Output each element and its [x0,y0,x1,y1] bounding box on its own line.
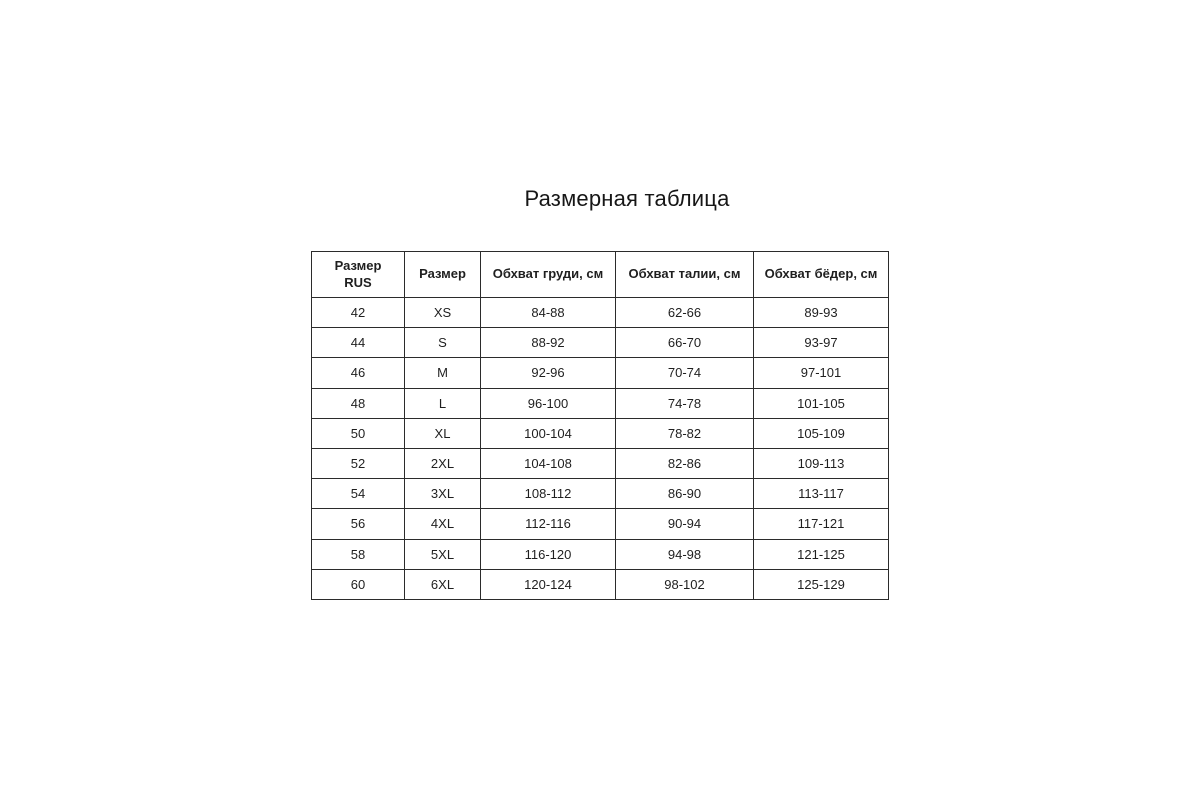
table-cell: 98-102 [616,569,754,599]
table-head [312,252,889,298]
table-row [312,418,889,448]
table-cell: M [405,358,481,388]
table-cell: 112-116 [481,509,616,539]
table-cell: 66-70 [616,328,754,358]
table-cell: 60 [312,569,405,599]
table-cell: 116-120 [481,539,616,569]
table-cell: 4XL [405,509,481,539]
table-cell: 52 [312,448,405,478]
column-header-label: Обхват груди, см [492,266,604,282]
table-cell: 46 [312,358,405,388]
table-cell: 89-93 [754,298,889,328]
table-cell: 120-124 [481,569,616,599]
table-row [312,358,889,388]
column-header-label: Обхват талии, см [628,266,741,282]
table-cell: 101-105 [754,388,889,418]
table-row [312,539,889,569]
table-cell: 96-100 [481,388,616,418]
table-cell: L [405,388,481,418]
size-table-container [311,251,889,600]
table-cell: 125-129 [754,569,889,599]
table-cell: 117-121 [754,509,889,539]
table-row [312,509,889,539]
table-row [312,479,889,509]
table-cell: 56 [312,509,405,539]
table-row [312,569,889,599]
table-cell: 86-90 [616,479,754,509]
table-cell: XS [405,298,481,328]
table-row [312,328,889,358]
header-row [312,252,889,298]
column-header [754,252,889,298]
column-header [405,252,481,298]
column-header-label: Обхват бёдер, см [764,266,878,282]
table-cell: 44 [312,328,405,358]
table-cell: 108-112 [481,479,616,509]
table-cell: 48 [312,388,405,418]
table-cell: S [405,328,481,358]
table-cell: XL [405,418,481,448]
table-cell: 121-125 [754,539,889,569]
column-header [616,252,754,298]
page-title: Размерная таблица [524,186,730,211]
table-cell: 88-92 [481,328,616,358]
table-cell: 58 [312,539,405,569]
table-cell: 78-82 [616,418,754,448]
table-cell: 90-94 [616,509,754,539]
table-cell: 82-86 [616,448,754,478]
table-row [312,448,889,478]
column-header-label: Размер [419,266,466,282]
table-cell: 104-108 [481,448,616,478]
column-header [481,252,616,298]
table-body [312,298,889,600]
table-cell: 2XL [405,448,481,478]
table-cell: 109-113 [754,448,889,478]
table-row [312,388,889,418]
table-cell: 93-97 [754,328,889,358]
table-cell: 74-78 [616,388,754,418]
table-row [312,298,889,328]
table-cell: 5XL [405,539,481,569]
table-cell: 84-88 [481,298,616,328]
column-header-label: Размер RUS [334,258,382,290]
table-cell: 100-104 [481,418,616,448]
table-cell: 50 [312,418,405,448]
table-cell: 105-109 [754,418,889,448]
table-cell: 62-66 [616,298,754,328]
table-cell: 113-117 [754,479,889,509]
table-cell: 97-101 [754,358,889,388]
table-cell: 6XL [405,569,481,599]
table-cell: 94-98 [616,539,754,569]
size-table [311,251,889,600]
table-cell: 54 [312,479,405,509]
table-cell: 92-96 [481,358,616,388]
table-cell: 3XL [405,479,481,509]
table-cell: 42 [312,298,405,328]
column-header [312,252,405,298]
table-cell: 70-74 [616,358,754,388]
